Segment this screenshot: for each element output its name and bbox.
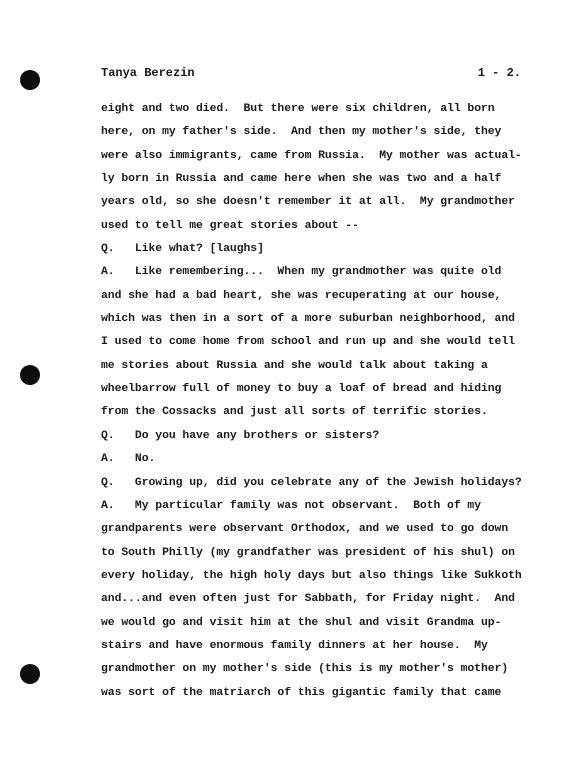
binder-hole-middle [20,365,40,385]
transcript-line: and she had a bad heart, she was recuperating at our house, [101,289,502,302]
transcript-line: which was then in a sort of a more suburban neighborhood, and [101,313,515,326]
transcript-line: from the Cossacks and just all sorts of terrific stories. [101,406,488,419]
transcript-body [101,98,521,705]
page-number: 1 - 2. [477,66,521,80]
page-header [101,66,521,80]
question-line: Q. Like what? [laughs] [101,243,264,256]
binder-hole-top [20,70,40,90]
transcript-line: grandmother on my mother's side (this is my mother's mother) [101,663,509,676]
transcript-line: stairs and have enormous family dinners at her house. My [101,639,488,652]
transcript-line: years old, so she doesn't remember it at all. My grandmother [101,196,515,209]
transcript-line: wheelbarrow full of money to buy a loaf of bread and hiding [101,383,502,396]
transcript-line: eight and two died. But there were six children, all born [101,103,495,115]
transcript-line: ly born in Russia and came here when she was two and a half [101,173,502,186]
transcript-line: here, on my father's side. And then my mother's side, they [101,126,502,139]
question-line: Q. Do you have any brothers or sisters? [101,429,380,442]
transcript-line: used to tell me great stories about -- [101,219,359,232]
transcript-line: to South Philly (my grandfather was president of his shul) on [101,546,515,559]
transcript-line: I used to come home from school and run up and she would tell [101,336,515,349]
answer-line: A. My particular family was not observant. Both of my [101,499,481,512]
interviewee-name: Tanya Berezin [101,66,195,80]
transcript-line: and...and even often just for Sabbath, for Friday night. And [101,593,515,606]
transcript-line: were also immigrants, came from Russia. My mother was actual- [101,149,522,162]
answer-line: A. No. [101,453,156,466]
answer-line: A. Like remembering... When my grandmother was quite old [101,266,502,279]
transcript-line: me stories about Russia and she would talk about taking a [101,359,488,372]
transcript-line: every holiday, the high holy days but also things like Sukkoth [101,569,522,582]
transcript-line: was sort of the matriarch of this gigantic family that came [101,686,502,699]
transcript-line: we would go and visit him at the shul and visit Grandma up- [101,616,502,629]
transcript-line: grandparents were observant Orthodox, and we used to go down [101,523,509,536]
binder-hole-bottom [20,664,40,684]
question-line: Q. Growing up, did you celebrate any of the Jewish holidays? [101,476,522,489]
